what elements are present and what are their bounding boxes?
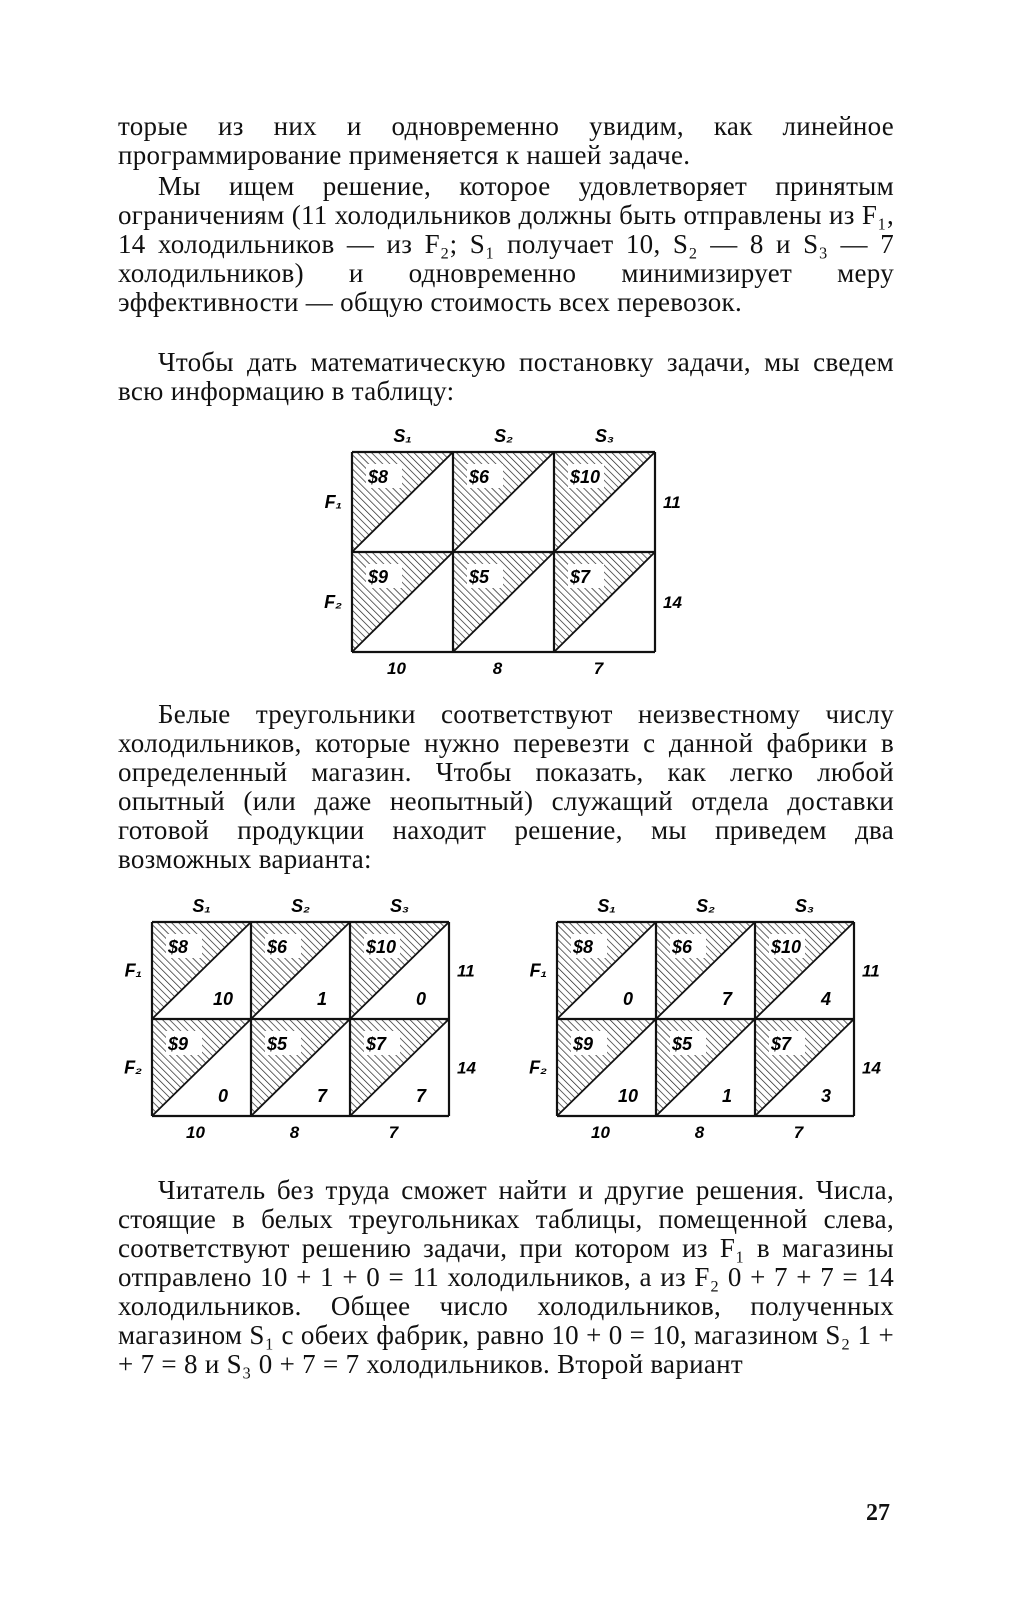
demand-value: 7 [793,1123,804,1142]
paragraph-5 [118,1176,894,1379]
demand-value: 8 [289,1123,300,1142]
column-header: S₁ [597,896,616,916]
solution-value: 7 [721,989,733,1009]
supply-value: 14 [457,1058,476,1078]
solution-value: 1 [721,1086,733,1106]
supply-value: 14 [862,1058,881,1078]
solution-value: 0 [622,989,634,1009]
solution-value: 1 [316,989,328,1009]
demand-value: 8 [492,659,503,678]
column-header: S₃ [389,896,410,916]
column-header: S₂ [696,896,715,916]
cost-label: $5 [267,1034,288,1054]
demand-value: 10 [186,1123,205,1142]
supply-value: 11 [457,961,475,981]
paragraph-4-text: Белые треугольники соответствуют неизвестному числу холодильников, которые нужно перевезти с данной фабрики в определенный магазин. Чтобы показать, как легко любой опытный (или даже неопытный) служащий отдела доставки готовой продукции находит решение, мы приведем два возможных варианта: [118,699,894,874]
paragraph-2-text: Мы ищем решение, которое удовлетворяет принятым ограничениям (11 холодильников должны быть отправлены из F₁, 14 холодильников — из F₂; S₁ получает 10, S₂ — 8 и S₃ — 7 холодильников) и одновременно минимизирует меру эффективности — общую стоимость всех перевозок. [118,171,894,317]
cost-label: $8 [168,937,189,957]
solution-value: 3 [820,1086,832,1106]
cost-label: $6 [672,937,693,957]
paragraph-1 [118,112,894,170]
row-header: F₁ [529,960,547,981]
cost-label: $7 [771,1034,792,1054]
column-header: S₁ [192,896,211,916]
solution-table-left [110,890,490,1155]
cost-table [310,420,690,685]
cost-label: $8 [368,467,389,487]
solution-table-left-svg [110,890,490,1150]
cost-label: $9 [168,1034,189,1054]
cost-label: $10 [366,937,397,957]
cost-label: $5 [469,567,490,587]
cost-label: $9 [573,1034,594,1054]
row-header: F₂ [529,1057,547,1078]
paragraph-1-text: торые из них и одновременно увидим, как линейное программирование применяется к нашей задаче. [118,111,894,170]
paragraph-4 [118,700,894,874]
solution-value: 0 [217,1086,229,1106]
column-header: S₁ [393,426,412,446]
row-header: F₁ [324,492,342,512]
supply-value: 11 [862,961,880,981]
cost-table-svg [310,420,690,680]
demand-value: 8 [694,1123,705,1142]
solution-value: 10 [617,1086,639,1106]
demand-value: 10 [591,1123,610,1142]
supply-value: 14 [663,593,682,612]
column-header: S₂ [494,426,513,446]
paragraph-3 [118,348,894,406]
demand-value: 7 [388,1123,399,1142]
row-header: F₂ [124,1057,142,1078]
cost-label: $8 [573,937,594,957]
solution-table-right-svg [515,890,895,1150]
solution-value: 0 [415,989,427,1009]
column-header: S₂ [291,896,310,916]
page-number: 27 [866,1500,890,1526]
supply-value: 11 [663,493,681,512]
column-header: S₃ [594,426,615,446]
solution-value: 7 [415,1086,427,1106]
paragraph-3-text: Чтобы дать математическую постановку задачи, мы сведем всю информацию в таблицу: [118,347,894,406]
cost-label: $10 [771,937,802,957]
solution-table-right [515,890,895,1155]
column-header: S₃ [794,896,815,916]
row-header: F₁ [124,960,142,981]
row-header: F₂ [324,592,342,612]
cost-label: $6 [267,937,288,957]
solution-value: 4 [820,989,832,1009]
paragraph-5-text: Читатель без труда сможет найти и другие решения. Числа, стоящие в белых треугольниках таблицы, помещенной слева, соответствуют решению задачи, при котором из F₁ в магазины отправлено 10 + 1 + 0 = 11 холодильников, а из F₂ 0 + 7 + 7 = 14 холодильников. Общее число холодильников, полученных магазином S₁ с обеих фабрик, равно 10 + 0 = 10, магазином S₂ 1 + + 7 = 8 и S₃ 0 + 7 = 7 холодильников. Второй вариант [118,1175,894,1379]
demand-value: 10 [387,659,406,678]
solution-value: 10 [212,989,234,1009]
cost-label: $5 [672,1034,693,1054]
paragraph-2 [118,172,894,317]
cost-label: $9 [368,567,389,587]
cost-label: $6 [469,467,490,487]
cost-label: $10 [570,467,601,487]
demand-value: 7 [593,659,604,678]
cost-label: $7 [570,567,591,587]
cost-label: $7 [366,1034,387,1054]
solution-value: 7 [316,1086,328,1106]
